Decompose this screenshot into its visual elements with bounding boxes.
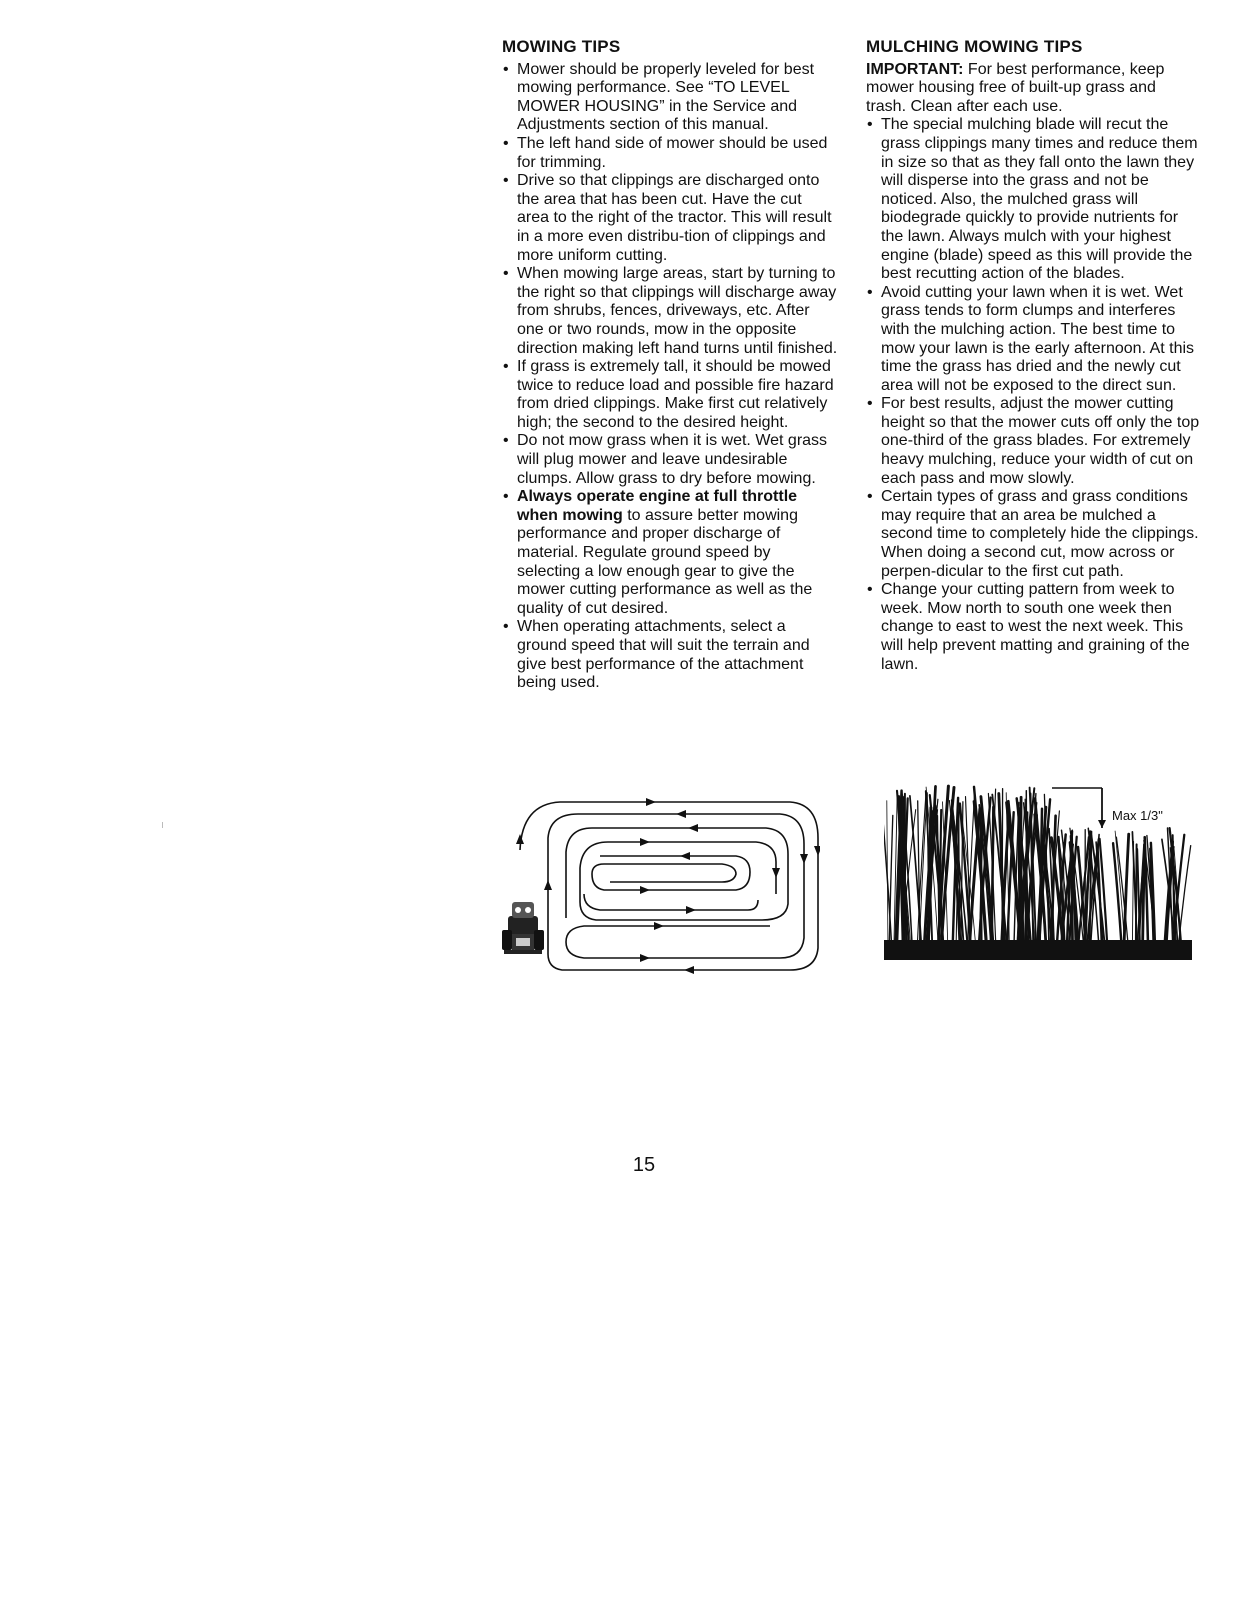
arrow-down-icon xyxy=(814,846,820,856)
arrow-up-icon xyxy=(516,834,524,844)
scan-mark xyxy=(162,822,163,828)
bold-emphasis: Always operate engine at full throttle when mowing xyxy=(517,488,798,524)
list-item: • Do not mow grass when it is wet. Wet grass will plug mower and leave undesirable clumps. Allow grass to dry before mowing. xyxy=(502,432,838,488)
inner-lower-arc xyxy=(584,894,758,910)
max-label: Max 1/3" xyxy=(1112,808,1163,823)
list-item: • When mowing large areas, start by turning to the right so that clippings will discharge away from shrubs, fences, driveways, etc. After one or two rounds, mow in the opposite direction making left hand turns until finished. xyxy=(502,265,838,358)
mowing-tips-column xyxy=(502,38,838,693)
important-label: IMPORTANT: xyxy=(866,60,964,78)
list-item: • When operating attachments, select a ground speed that will suit the terrain and give best performance of the attachment being used. xyxy=(502,618,838,692)
grass-blade xyxy=(1136,844,1137,952)
list-item: • Avoid cutting your lawn when it is wet. Wet grass tends to form clumps and interferes with the mulching action. The best time to mow your lawn is the early afternoon. At this time the grass has dried and the newly cut area will not be exposed to the direct sun. xyxy=(866,284,1200,396)
arrow-left-icon xyxy=(676,810,686,818)
grass-blade xyxy=(1132,842,1133,953)
list-item: • For best results, adjust the mower cutting height so that the mower cuts off only the top one-third of the grass blades. For extremely heavy mulching, reduce your width of cut on each pass and mow slowly. xyxy=(866,395,1200,488)
grass-blade xyxy=(1040,809,1043,952)
list-item: • Certain types of grass and grass conditions may require that an area be mulched a second time to completely hide the clippings. When doing a second cut, mow across or perpen-dicular to the first cut path. xyxy=(866,488,1200,581)
arrow-left-icon xyxy=(684,966,694,974)
grass-base xyxy=(884,940,1192,960)
mulching-tips-column xyxy=(866,38,1200,674)
arrow-left-icon xyxy=(680,852,690,860)
mowing-tips-list xyxy=(502,61,838,693)
arrow-right-icon xyxy=(646,798,656,806)
list-item: • Drive so that clippings are discharged onto the area that has been cut. Have the cut area to the right of the tractor. This will result in a more even distribu-tion of clippings and more uniform cutting. xyxy=(502,172,838,265)
mowing-tips-heading: MOWING TIPS xyxy=(502,37,621,56)
grass-height-diagram xyxy=(884,780,1192,960)
list-item: • If grass is extremely tall, it should be mowed twice to reduce load and possible fire hazard from dried clippings. Make first cut relatively high; the second to the desired height. xyxy=(502,358,838,432)
list-item: • The special mulching blade will recut the grass clippings many times and reduce them in size so that as they fall onto the lawn they will disperse into the grass and not be noticed. Also, the mulched grass will biodegrade quickly to provide nutrients for the lawn. Always mulch with your highest engine (blade) speed as this will provide the best recutting action of the blades. xyxy=(866,116,1200,283)
second-ring xyxy=(548,814,804,958)
arrow-right-icon xyxy=(640,838,650,846)
inner-spiral xyxy=(592,856,750,890)
arrow-right-icon xyxy=(654,922,664,930)
grass-blade xyxy=(1124,834,1129,952)
tractor-icon xyxy=(502,902,544,954)
arrow-left-icon xyxy=(688,824,698,832)
arrow-down-icon xyxy=(1098,820,1106,828)
important-note: IMPORTANT: For best performance, keep mower housing free of built-up grass and trash. Clean after each use. xyxy=(866,60,1165,115)
list-item: • Mower should be properly leveled for best mowing performance. See “TO LEVEL MOWER HOUSING” in the Service and Adjustments section of this manual. xyxy=(502,61,838,135)
list-item: • The left hand side of mower should be used for trimming. xyxy=(502,135,838,172)
list-item: • Change your cutting pattern from week to week. Mow north to south one week then change to east to west the next week. This will help prevent matting and graining of the lawn. xyxy=(866,581,1200,674)
arrow-right-icon xyxy=(640,886,650,894)
arrow-right-icon xyxy=(640,954,650,962)
arrow-right-icon xyxy=(686,906,696,914)
list-item: • Always operate engine at full throttle when mowing to assure better mowing performance and proper discharge of material. Regulate ground speed by selecting a low enough gear to give the mower cutting performance as well as the quality of cut desired. xyxy=(502,488,838,618)
third-ring xyxy=(566,828,788,920)
mowing-pattern-diagram xyxy=(500,798,820,974)
mulching-tips-list xyxy=(866,116,1200,674)
arrow-down-icon xyxy=(772,868,780,878)
arrow-up-icon xyxy=(544,880,552,890)
arrow-down-icon xyxy=(800,854,808,864)
mulching-tips-heading: MULCHING MOWING TIPS xyxy=(866,37,1083,56)
page-number: 15 xyxy=(632,1154,656,1176)
